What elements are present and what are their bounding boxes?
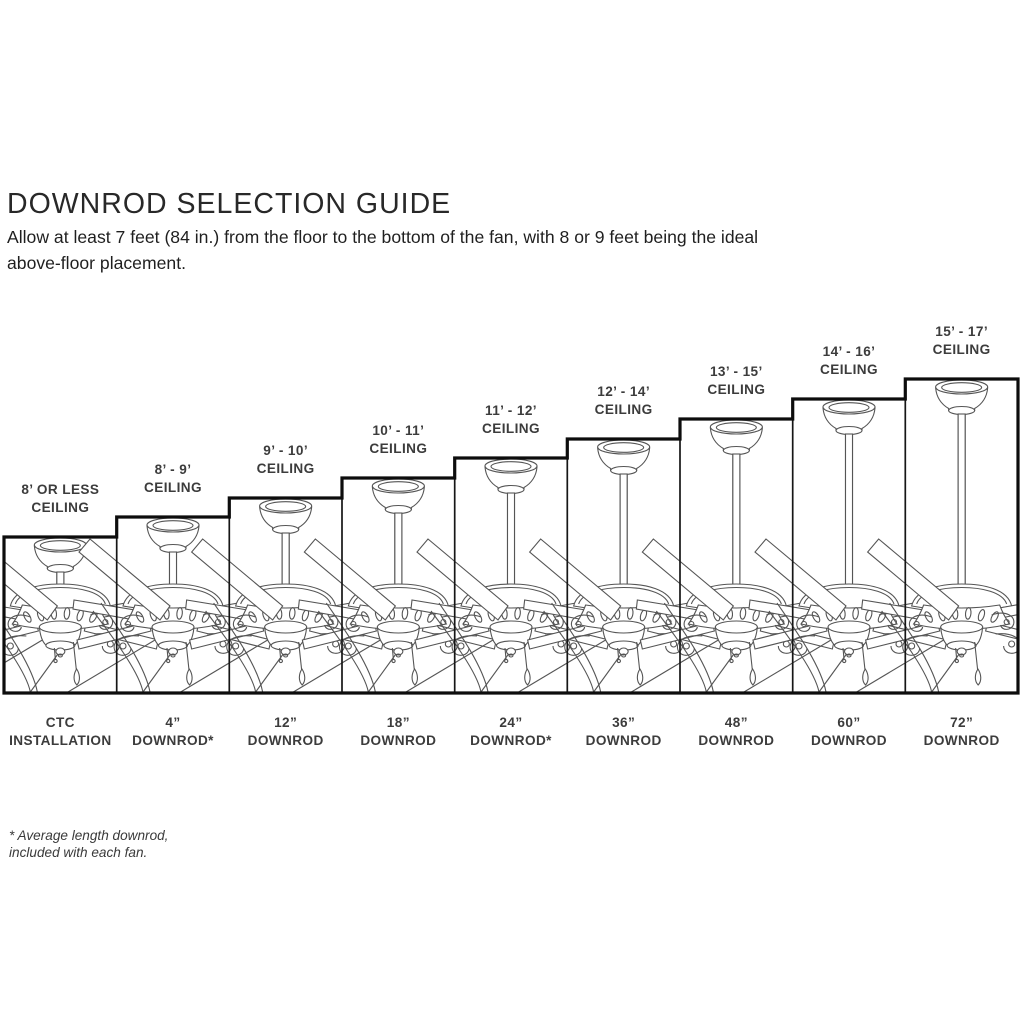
downrod-word: DOWNROD [698,733,775,748]
footnote-line-1: * Average length downrod, [9,827,169,843]
ceiling-height-label-0 [4,481,117,517]
downrod-word: INSTALLATION [9,733,112,748]
fan-illustration-5 [519,440,724,692]
ceiling-word: CEILING [820,362,878,377]
downrod-size-label-6 [680,714,793,750]
ceiling-height-label-8 [905,323,1018,359]
downrod-size-label-8 [905,714,1018,750]
fan-illustration-7 [744,400,949,692]
ceiling-word: CEILING [144,480,202,495]
downrod-word: DOWNROD [360,733,437,748]
ceiling-height-label-4 [455,402,568,438]
ceiling-height-label-5 [567,383,680,419]
downrod-size-label-4 [455,714,568,750]
fan-illustration-6 [631,420,836,692]
ceiling-height-label-6 [680,363,793,399]
ceiling-height-label-7 [793,343,906,379]
downrod-word: DOWNROD* [470,733,552,748]
ceiling-word: CEILING [482,421,540,436]
downrod-word: DOWNROD [585,733,662,748]
downrod-size: 48” [724,715,748,730]
ceiling-word: CEILING [707,382,766,397]
ceiling-range: 8’ OR LESS [21,482,100,497]
ceiling-word: CEILING [932,342,991,357]
ceiling-range: 14’ - 16’ [822,344,876,359]
footnote-line-2: included with each fan. [9,845,148,861]
downrod-size-label-5 [567,714,680,750]
downrod-size-label-3 [342,714,455,750]
ceiling-range: 15’ - 17’ [935,324,988,339]
downrod-size: 18” [386,715,410,730]
intro-line-2: above-floor placement. [7,253,186,273]
ceiling-range: 13’ - 15’ [709,364,763,379]
downrod-size: 60” [837,715,861,730]
ceiling-height-label-3 [342,422,455,458]
downrod-size: CTC [45,715,75,730]
downrod-size: 24” [499,715,523,730]
downrod-size: 4” [165,715,181,730]
intro-line-1: Allow at least 7 feet (84 in.) from the floor to the bottom of the fan, with 8 or 9 feet being the ideal [7,227,759,247]
ceiling-range: 9’ - 10’ [263,443,309,458]
page-title: DOWNROD SELECTION GUIDE [7,188,452,221]
ceiling-range: 11’ - 12’ [484,403,537,418]
downrod-size: 12” [274,715,298,730]
ceiling-word: CEILING [594,402,653,417]
downrod-size-label-2 [229,714,342,750]
downrod-word: DOWNROD [247,733,324,748]
ceiling-range: 10’ - 11’ [372,423,425,438]
ceiling-word: CEILING [31,500,90,515]
downrod-word: DOWNROD [923,733,1000,748]
footnote [9,827,168,862]
downrod-size-label-0 [4,714,117,750]
ceiling-height-label-1 [117,461,230,497]
downrod-size: 36” [612,715,636,730]
downrod-word: DOWNROD [810,733,887,748]
ceiling-word: CEILING [256,461,315,476]
downrod-word: DOWNROD* [132,733,214,748]
downrod-size: 72” [950,715,974,730]
downrod-size-label-1 [117,714,230,750]
downrod-size-label-7 [793,714,906,750]
ceiling-word: CEILING [369,441,428,456]
ceiling-range: 12’ - 14’ [597,384,650,399]
ceiling-range: 8’ - 9’ [154,462,192,477]
ceiling-height-label-2 [229,442,342,478]
